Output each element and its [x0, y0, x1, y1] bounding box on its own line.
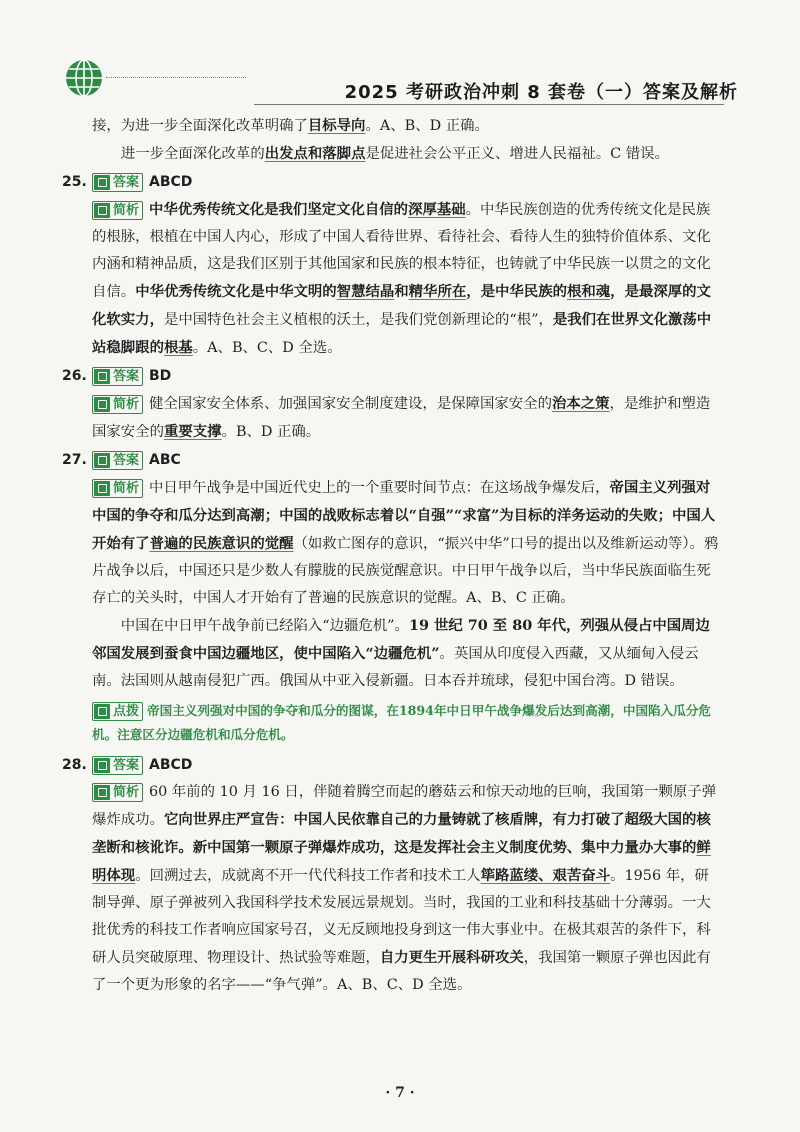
- globe-logo-icon: [64, 58, 104, 98]
- analysis-tag: 简析: [92, 783, 143, 802]
- q24-paragraph: 进一步全面深化改革的出发点和落脚点是促进社会公平正义、增进人民福祉。C 错误。: [120, 145, 669, 162]
- page-header: [0, 0, 800, 112]
- q28-analysis: 简析 60 年前的 10 月 16 日，伴随着腾空而起的蘑菇云和惊天动地的巨响，我国第一颗原子弹爆炸成功。它向世界庄严宣告：中国人民依靠自己的力量铸就了核盾牌，有力打破了超级大国的核垄断和核讹诈。新中国第一颗原子弹爆炸成功，这是发挥社会主义制度优势、集中力量办大事的鲜明体现。回溯过去，成就离不开一代代科技工作者和技术工人筚路蓝缕、艰苦奋斗。1956 年，研制导弹、原子弹被列入我国科学技术发展远景规划。当时，我国的工业和科技基础十分薄弱。一大批优秀的科技工作者响应国家号召，义无反顾地投身到这一伟大事业中。在极其艰苦的条件下，科研人员突破原理、物理设计、热试验等难题，自力更生开展科研攻关，我国第一颗原子弹也因此有了一个更为形象的名字——“争气弹”。A、B、C、D 全选。: [92, 784, 717, 993]
- book-icon: [94, 397, 110, 412]
- page-title: 2025 考研政治冲刺 8 套卷（一）答案及解析: [344, 82, 738, 103]
- q27-tip: 点拨 帝国主义列强对中国的争夺和瓜分的图谋，在1894年中日甲午战争爆发后达到高潮，中国陷入瓜分危机。注意区分边疆危机和瓜分危机。: [92, 703, 712, 742]
- q28-answer-row: [62, 751, 722, 779]
- question-number: 27.: [62, 451, 87, 468]
- q25-analysis: 简析 中华优秀传统文化是我们坚定文化自信的深厚基础。中华民族创造的优秀传统文化是民族的根脉，根植在中国人内心，形成了中国人看待世界、看待社会、看待人生的独特价值体系、文化内涵和精神品质，这是我们区别于其他国家和民族的根本特征，也铸就了中华民族一以贯之的文化自信。中华优秀传统文化是中华文明的智慧结晶和精华所在，是中华民族的根和魂，是最深厚的文化软实力，是中国特色社会主义植根的沃土，是我们党创新理论的“根”，是我们在世界文化激荡中站稳脚跟的根基。A、B、C、D 全选。: [92, 201, 712, 356]
- analysis-tag: 简析: [92, 479, 143, 498]
- header-dotted-line: [106, 77, 246, 78]
- pencil-icon: [94, 758, 110, 773]
- q27-analysis: 简析 中日甲午战争是中国近代史上的一个重要时间节点：在这场战争爆发后，帝国主义列强对中国的争夺和瓜分达到高潮；中国的战败标志着以“自强”“求富”为目标的洋务运动的失败；中国人开始有了普遍的民族意识的觉醒（如救亡图存的意识，“振兴中华”口号的提出以及维新运动等）。鸦片战争以后，中国还只是少数人有朦胧的民族觉醒意识。中日甲午战争以后，当中华民族面临生死存亡的关头时，中国人才开始有了普遍的民族意识的觉醒。A、B、C 正确。: [92, 479, 719, 606]
- book-icon: [94, 203, 110, 218]
- tip-tag: 点拨: [92, 702, 143, 721]
- lightbulb-icon: [94, 704, 110, 719]
- book-icon: [94, 481, 110, 496]
- question-number: 26.: [62, 367, 87, 384]
- answer-tag: 答案: [92, 367, 143, 386]
- question-number: 25.: [62, 173, 87, 190]
- answer-content: [62, 112, 722, 999]
- q26-analysis: 简析 健全国家安全体系、加强国家安全制度建设，是保障国家安全的治本之策，是维护和塑造国家安全的重要支撑。B、D 正确。: [92, 395, 711, 440]
- book-icon: [94, 785, 110, 800]
- pencil-icon: [94, 175, 110, 190]
- answer-tag: 答案: [92, 173, 143, 192]
- answer-letters: ABC: [149, 451, 181, 468]
- answer-tag: 答案: [92, 756, 143, 775]
- q27-answer-row: [62, 446, 722, 474]
- analysis-tag: 简析: [92, 395, 143, 414]
- pencil-icon: [94, 453, 110, 468]
- answer-letters: BD: [149, 367, 172, 384]
- answer-letters: ABCD: [149, 756, 193, 773]
- analysis-tag: 简析: [92, 201, 143, 220]
- q25-answer-row: [62, 168, 722, 196]
- answer-tag: 答案: [92, 451, 143, 470]
- q27-paragraph: 中国在中日甲午战争前已经陷入“边疆危机”。19 世纪 70 至 80 年代，列强从侵占中国周边邻国发展到蚕食中国边疆地区，使中国陷入“边疆危机”。英国从印度侵入西藏，又从缅甸入侵云南。法国则从越南侵犯广西。俄国从中亚入侵新疆。日本吞并琉球，侵犯中国台湾。D 错误。: [92, 617, 710, 689]
- answer-letters: ABCD: [149, 173, 193, 190]
- page-number: · 7 ·: [385, 1085, 415, 1101]
- pencil-icon: [94, 369, 110, 384]
- header-rule: [254, 104, 724, 105]
- q24-continuation: 接，为进一步全面深化改革明确了目标导向。A、B、D 正确。: [92, 117, 489, 134]
- question-number: 28.: [62, 756, 87, 773]
- q26-answer-row: [62, 362, 722, 390]
